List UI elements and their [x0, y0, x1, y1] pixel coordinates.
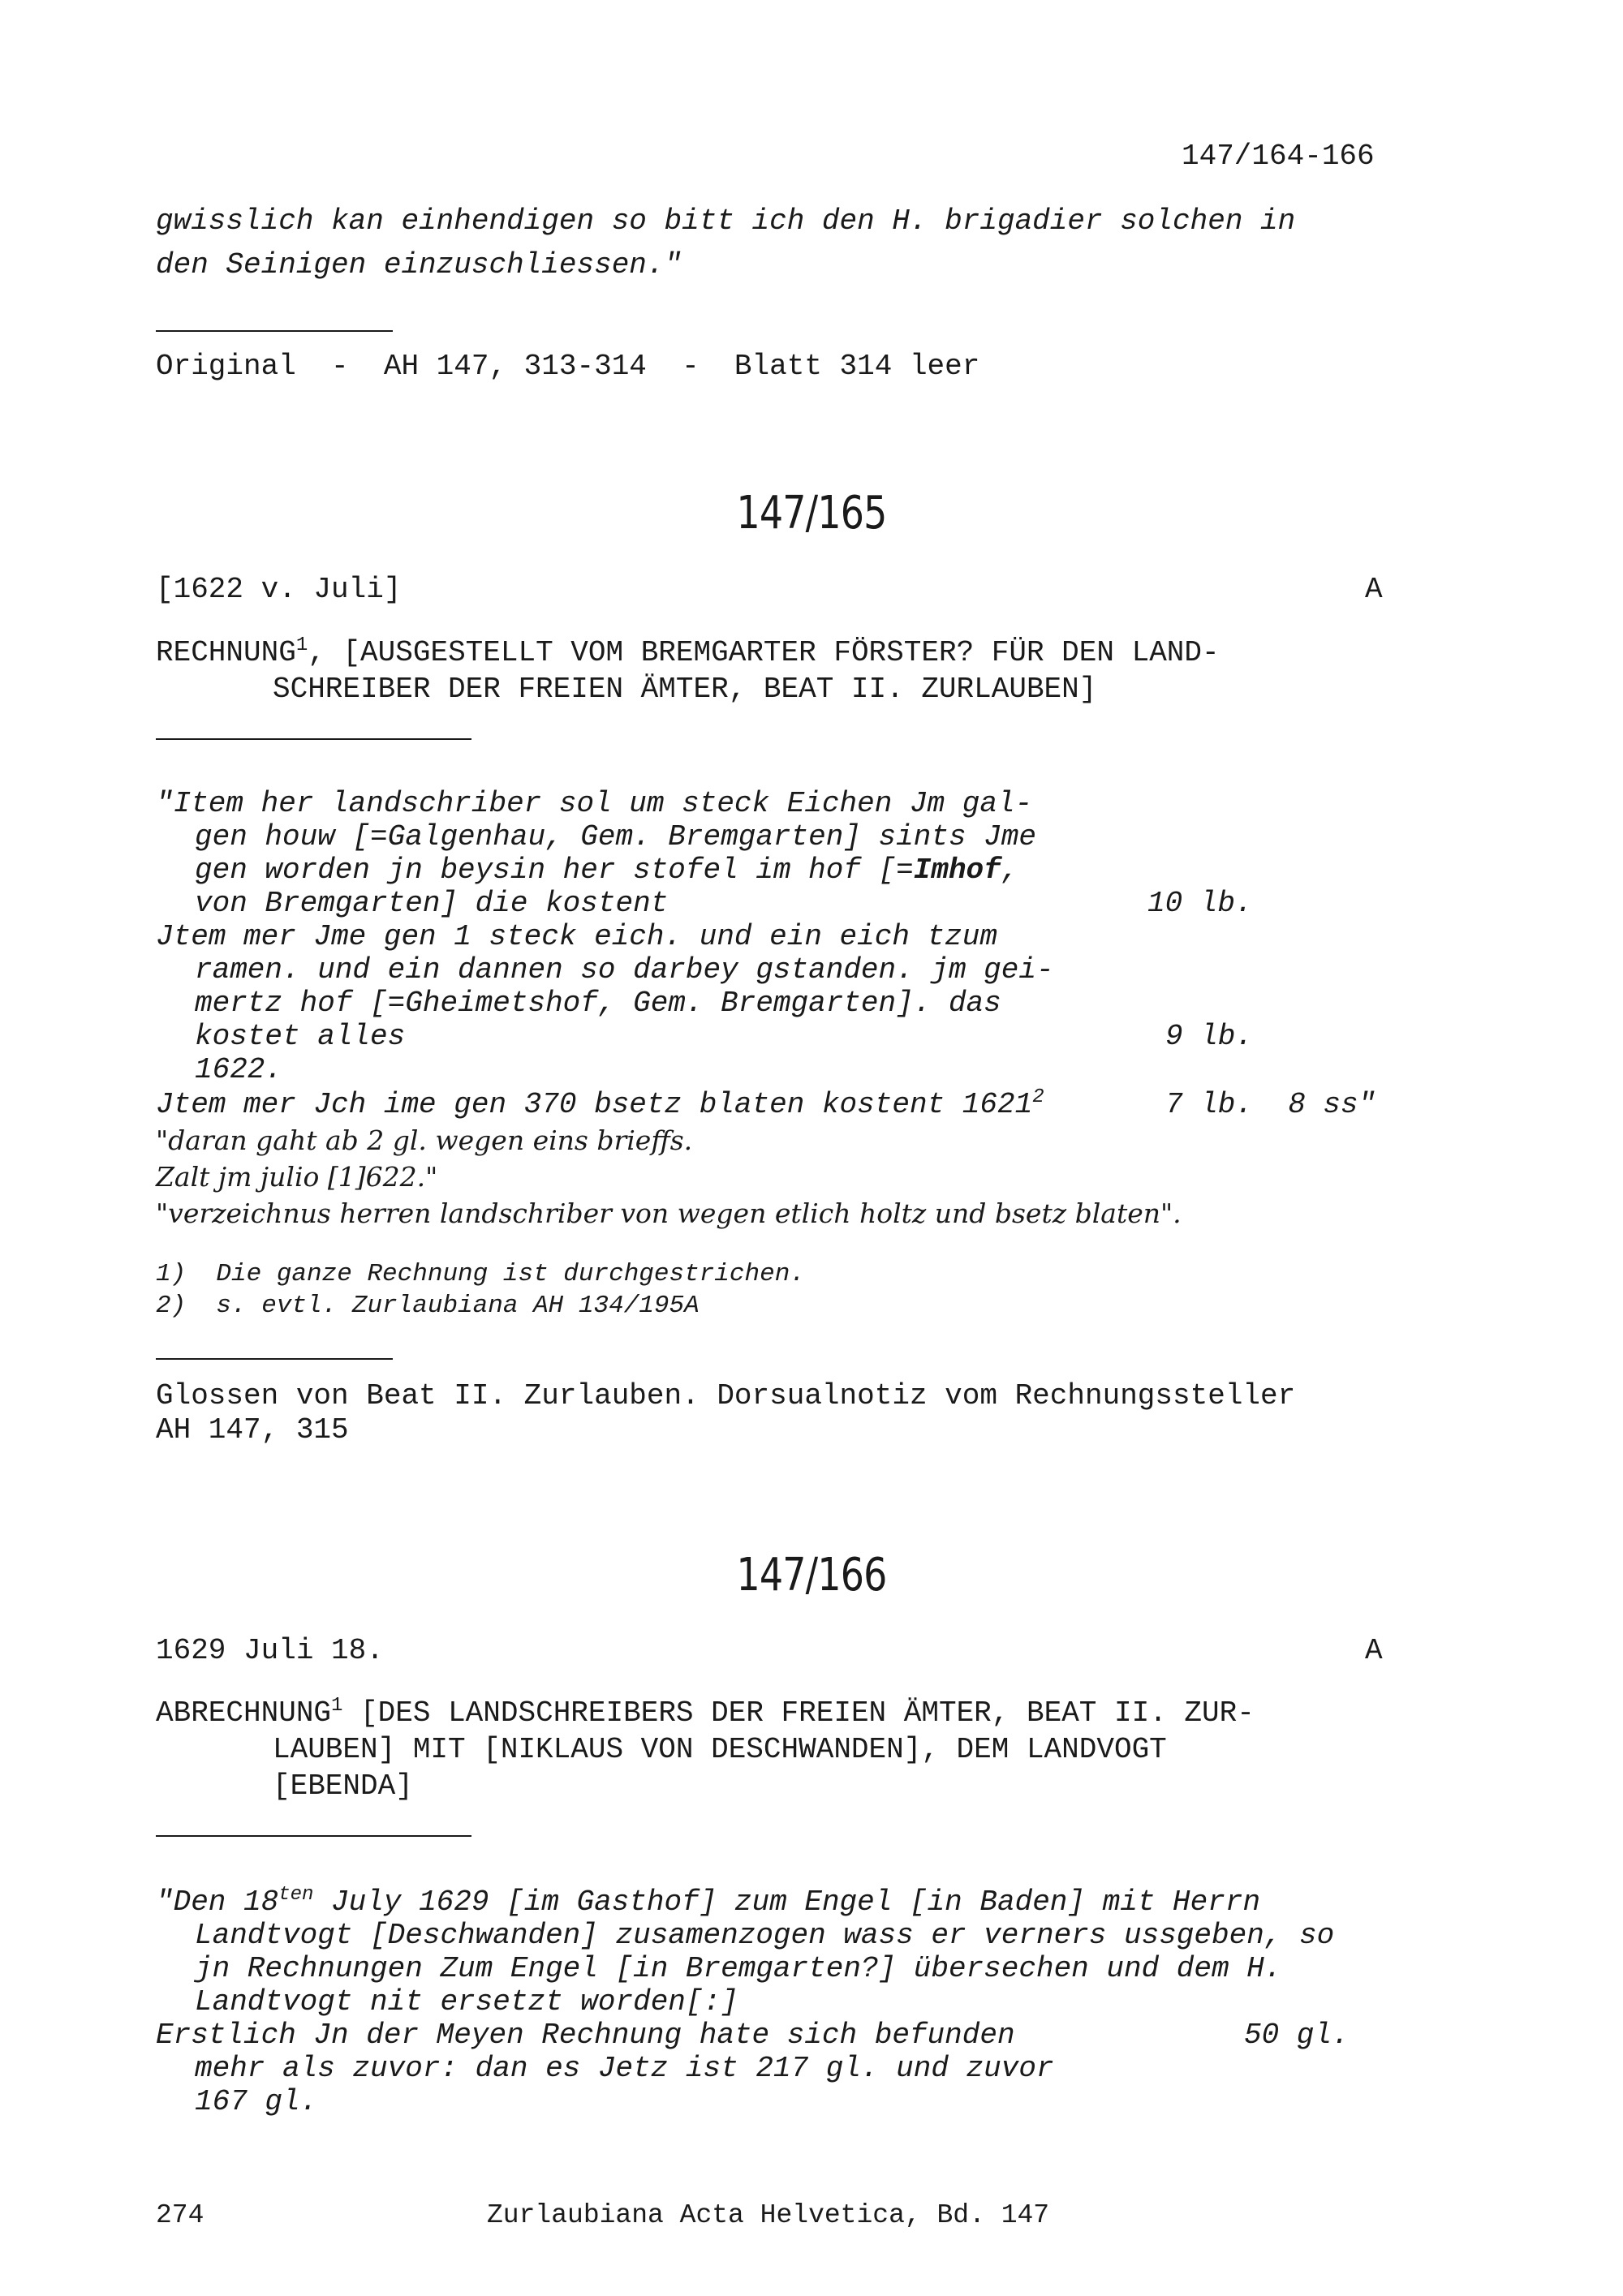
doc165-marker: A	[1365, 573, 1383, 606]
series-title: Zurlaubiana Acta Helvetica, Bd. 147	[487, 2200, 1050, 2230]
doc165-source-line-1: Glossen von Beat II. Zurlauben. Dorsualnotiz vom Rechnungssteller	[156, 1379, 1296, 1412]
doc165-line-10-footnote-ref: 2	[1032, 1086, 1044, 1108]
intro-line-1: gwisslich kan einhendigen so bitt ich den H. brigadier solchen in	[156, 204, 1296, 238]
doc166-line-1-sup: ten	[278, 1884, 314, 1906]
doc165-line-5: Jtem mer Jme gen 1 steck eich. und ein eich tzum	[156, 920, 997, 953]
doc165-footnote-1: 1) Die ganze Rechnung ist durchgestrichen.	[156, 1260, 805, 1288]
doc165-line-1: "Item her landschriber sol um steck Eichen Jm gal-	[156, 787, 1033, 820]
doc166-amount-1: 50 gl.	[1244, 2019, 1350, 2052]
doc165-line-9: 1622.	[195, 1053, 283, 1086]
doc166-title-line-3: [EBENDA]	[273, 1769, 413, 1803]
doc165-title-word: RECHNUNG	[156, 636, 296, 669]
doc166-title-rest: [DES LANDSCHREIBERS DER FREIEN ÄMTER, BEAT II. ZUR-	[342, 1696, 1255, 1730]
doc165-line-6: ramen. und ein dannen so darbey gstanden. jm gei-	[195, 953, 1054, 987]
doc165-amount-2: 9 lb.	[1165, 1020, 1254, 1053]
doc165-line-10-text: Jtem mer Jch ime gen 370 bsetz blaten kostent 1621	[156, 1088, 1033, 1121]
doc165-line-3-text: gen worden jn beysin her stofel im hof [=	[195, 853, 914, 887]
doc165-amount-3: 7 lb. 8 ss"	[1165, 1088, 1376, 1121]
doc166-line-1-start: "Den 18	[156, 1885, 279, 1919]
doc165-line-2: gen houw [=Galgenhau, Gem. Bremgarten] sints Jme	[195, 820, 1036, 853]
doc164-source: Original - AH 147, 313-314 - Blatt 314 leer	[156, 350, 980, 383]
doc166-marker: A	[1365, 1634, 1383, 1667]
doc166-line-2: Landtvogt [Deschwanden] zusamenzogen wass er verners ussgeben, so	[195, 1919, 1335, 1952]
doc166-line-3: jn Rechnungen Zum Engel [in Bremgarten?] übersechen und dem H.	[195, 1952, 1282, 1985]
doc166-number: 147/166	[736, 1549, 887, 1602]
doc166-title-divider	[156, 1835, 471, 1837]
doc165-title-line-2: SCHREIBER DER FREIEN ÄMTER, BEAT II. ZURLAUBEN]	[273, 673, 1097, 706]
doc165-line-7: mertz hof [=Gheimetshof, Gem. Bremgarten]. das	[195, 987, 1001, 1020]
doc165-source-divider	[156, 1358, 393, 1360]
doc166-date: 1629 Juli 18.	[156, 1634, 384, 1667]
section-divider	[156, 330, 393, 332]
doc165-title-divider	[156, 738, 471, 740]
doc165-gloss-3: "verzeichnus herren landschriber von wegen etlich holtz und bsetz blaten".	[156, 1197, 1182, 1229]
doc165-line-10	[156, 1088, 1044, 1121]
doc166-title-line-1	[156, 1696, 1255, 1730]
doc165-title-line-1	[156, 636, 1220, 669]
doc165-gloss-2: Zalt jm julio [1]622."	[156, 1161, 438, 1193]
doc165-gloss-1: "daran gaht ab 2 gl. wegen eins brieffs.	[156, 1124, 693, 1156]
doc165-title-footnote-ref: 1	[295, 634, 308, 656]
intro-line-2: den Seinigen einzuschliessen."	[156, 248, 682, 282]
doc166-title-line-2: LAUBEN] MIT [NIKLAUS VON DESCHWANDEN], DEM LANDVOGT	[273, 1733, 1167, 1766]
doc165-number: 147/165	[736, 487, 887, 540]
doc166-title-word: ABRECHNUNG	[156, 1696, 332, 1730]
doc166-line-1-rest: July 1629 [im Gasthof] zum Engel [in Baden] mit Herrn	[313, 1885, 1261, 1919]
doc166-line-1	[156, 1885, 1260, 1919]
doc165-title-rest: , [AUSGESTELLT VOM BREMGARTER FÖRSTER? FÜR DEN LAND-	[308, 636, 1220, 669]
doc165-line-8: kostet alles	[195, 1020, 406, 1053]
page-number: 274	[156, 2200, 204, 2230]
doc165-line-3	[195, 853, 1018, 887]
doc165-bold-name: Imhof	[913, 853, 1001, 887]
doc166-title-footnote-ref: 1	[331, 1695, 343, 1717]
doc165-footnote-2: 2) s. evtl. Zurlaubiana AH 134/195A	[156, 1292, 700, 1320]
doc166-line-6: mehr als zuvor: dan es Jetz ist 217 gl. und zuvor	[195, 2052, 1054, 2085]
doc166-line-4: Landtvogt nit ersetzt worden[:]	[195, 1985, 738, 2019]
doc166-line-7: 167 gl.	[195, 2085, 318, 2118]
doc165-amount-1: 10 lb.	[1147, 887, 1253, 920]
doc165-date: [1622 v. Juli]	[156, 573, 402, 606]
doc165-line-4: von Bremgarten] die kostent	[195, 887, 669, 920]
doc165-bold-after: ,	[1001, 853, 1019, 887]
doc165-source-line-2: AH 147, 315	[156, 1413, 349, 1447]
page-reference: 147/164-166	[1182, 140, 1375, 173]
doc166-line-5: Erstlich Jn der Meyen Rechnung hate sich befunden	[156, 2019, 1015, 2052]
